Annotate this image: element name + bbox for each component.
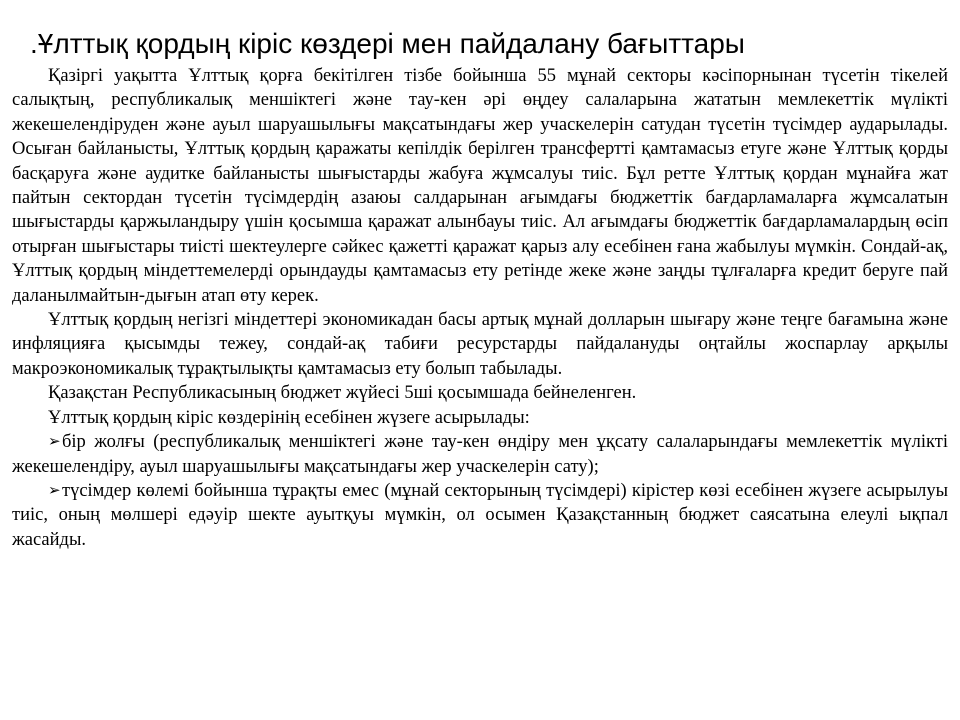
- paragraph-revenue-sources-intro: Ұлттық қордың кіріс көздерінің есебінен жүзеге асырылады:: [48, 407, 530, 428]
- list-item: [12, 430, 948, 479]
- arrow-bullet-icon: ➢: [48, 480, 61, 499]
- body-text: [12, 64, 948, 552]
- page-title: .Ұлттық қордың кіріс көздері мен пайдалану бағыттары: [30, 28, 745, 59]
- arrow-bullet-icon: ➢: [48, 432, 61, 451]
- paragraph-budget-system: Қазақстан Республикасының бюджет жүйесі 5ші қосымшада бейнеленген.: [48, 383, 637, 404]
- list-item: [12, 479, 948, 552]
- paragraph-main-tasks: Ұлттық қордың негізгі міндеттері экономикадан басы артық мұнай долларын шығару және теңге бағамына және инфляцияға қысымды тежеу, сондай-ақ табиғи ресурстарды пайдалануды оңтайлы жоспарлау арқылы макроэкономикалық тұрақтылықты қамтамасыз ету болып табылады.: [12, 310, 948, 379]
- list-item-text: түсімдер көлемі бойынша тұрақты емес (мұнай секторының түсімдері) кірістер көзі есебінен жүзеге асырылуы тиіс, оның мөлшері едәуір шекте ауытқуы мүмкін, ол осымен Қазақстанның бюджет саясатына елеулі ықпал жасайды.: [12, 480, 948, 550]
- list-item-text: бір жолғы (республикалық меншіктегі және тау-кен өндіру мен ұқсату салаларындағы мемлекеттік мүлікті жекешелендіру, ауыл шаруашылығы мақсатындағы жер учаскелерін сату);: [12, 432, 948, 477]
- paragraph-tax-sources: Қазіргі уақытта Ұлттық қорға бекітілген тізбе бойынша 55 мұнай секторы кәсіпорнынан түсетін тікелей салықтың, республикалық меншіктегі және тау-кен әрі өңдеу салаларына жататын мемлекеттік мүлікті жекешелендіруден және ауыл шаруашылығы мақсатындағы жер учаскелерін сатудан түсетін түсімдер аударылады. Осыған байланысты, Ұлттық қордың қаражаты кепілдік берілген трансферттi қамтамасыз етуге және Ұлттық қорды басқаруға және аудитке байланысты шығыстарды жабуға жұмсалуы тиіс. Бұл ретте Ұлттық қордан мұнайға жат пайтын сектордан түсетін түсімдердің азаюы салдарынан ағымдағы бюджеттік бағдарламаларға жұмсалатын шығыстарды қаржыландыру үшін қосымша қаражат алынбауы тиіс. Ал ағымдағы бюджеттік бағдарламалардың өсіп отырған шығыстары тиісті шектеулерге сәйкес қажетті қаражат қарыз алу есебінен ғана жабылуы мүмкін. Сондай-ақ, Ұлттық қордың міндеттемелерді орындауды қамтамасыз ету ретінде жеке және заңды тұлғаларға кредит беруге пай даланылмайтын-дығын атап өту керек.: [12, 66, 948, 306]
